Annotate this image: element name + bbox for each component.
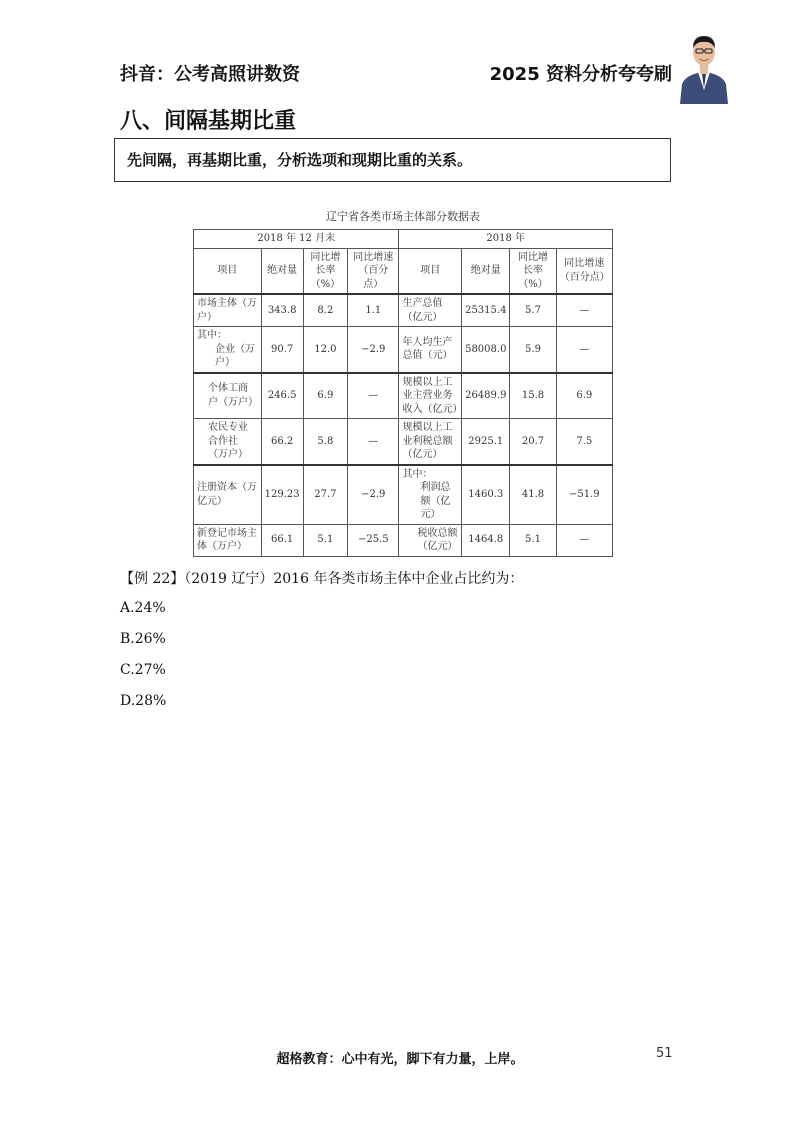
row-rate: 27.7 [303, 465, 347, 525]
row-abs: 66.1 [261, 524, 303, 556]
group-header-right: 2018 年 [399, 230, 613, 249]
row-rate: 5.9 [510, 327, 556, 373]
row-item: 农民专业合作社（万户） [194, 419, 262, 465]
row-rate: 5.1 [510, 524, 556, 556]
row-item [399, 465, 462, 525]
row-abs: 246.5 [261, 373, 303, 419]
header-rate: 同比增长率（%） [303, 248, 347, 294]
table-caption: 辽宁省各类市场主体部分数据表 [326, 210, 480, 223]
row-pp: 1.1 [348, 294, 399, 327]
row-item: 市场主体（万户） [194, 294, 262, 327]
header-pp: 同比增速（百分点） [348, 248, 399, 294]
row-abs: 1464.8 [462, 524, 510, 556]
row-item: 年人均生产总值（元） [399, 327, 462, 373]
footer-slogan: 超格教育：心中有光，脚下有力量，上岸。 [276, 1052, 524, 1067]
presenter-photo-icon [676, 28, 732, 104]
tip-box [114, 138, 671, 182]
row-prefix: 其中： [402, 468, 433, 480]
row-prefix: 其中： [197, 330, 227, 341]
header-right-title: 2025 资料分析夸夸刷 [489, 64, 672, 85]
table-row [194, 524, 613, 556]
row-rate: 12.0 [303, 327, 347, 373]
row-abs: 129.23 [261, 465, 303, 525]
row-item: 规模以上工业利税总额（亿元） [399, 419, 462, 465]
row-abs: 25315.4 [462, 294, 510, 327]
option-a: A.24% [120, 600, 166, 616]
row-rate: 8.2 [303, 294, 347, 327]
row-pp: — [348, 373, 399, 419]
row-rate: 5.1 [303, 524, 347, 556]
header-pp: 同比增速（百分点） [556, 248, 612, 294]
table-row [194, 294, 613, 327]
header-abs: 绝对量 [462, 248, 510, 294]
presenter-avatar [676, 28, 732, 104]
row-pp: — [556, 327, 612, 373]
section-title: 八、间隔基期比重 [120, 109, 297, 134]
row-abs: 1460.3 [462, 465, 510, 525]
row-rate: 5.7 [510, 294, 556, 327]
row-rate: 20.7 [510, 419, 556, 465]
row-pp: −51.9 [556, 465, 612, 525]
header-rate: 同比增长率（%） [510, 248, 556, 294]
row-pp: −25.5 [348, 524, 399, 556]
option-b: B.26% [120, 631, 166, 647]
market-data-table [193, 229, 613, 557]
row-pp: — [556, 524, 612, 556]
row-pp: — [556, 294, 612, 327]
row-item-label: 企业（万户） [215, 343, 255, 368]
page-number: 51 [656, 1046, 673, 1061]
row-abs: 66.2 [261, 419, 303, 465]
row-rate: 41.8 [510, 465, 556, 525]
row-abs: 343.8 [261, 294, 303, 327]
row-item: 生产总值（亿元） [399, 294, 462, 327]
table-group-header-row [194, 230, 613, 249]
table-row [194, 419, 613, 465]
option-d: D.28% [120, 693, 167, 709]
header-item: 项目 [399, 248, 462, 294]
tip-text: 先间隔，再基期比重，分析选项和现期比重的关系。 [127, 151, 473, 169]
table-row [194, 327, 613, 373]
row-pp: −2.9 [348, 327, 399, 373]
row-pp: 7.5 [556, 419, 612, 465]
header-abs: 绝对量 [261, 248, 303, 294]
row-item: 个体工商户（万户） [194, 373, 262, 419]
table-row [194, 465, 613, 525]
row-pp: 6.9 [556, 373, 612, 419]
row-item: 注册资本（万亿元） [194, 465, 262, 525]
table-row [194, 373, 613, 419]
row-item-label: 利润总额（亿元） [420, 482, 451, 520]
row-abs: 90.7 [261, 327, 303, 373]
row-item: 规模以上工业主营业务收入（亿元） [399, 373, 462, 419]
row-rate: 5.8 [303, 419, 347, 465]
row-pp: −2.9 [348, 465, 399, 525]
row-item: 税收总额（亿元） [399, 524, 462, 556]
header-item: 项目 [194, 248, 262, 294]
row-item [194, 327, 262, 373]
question-text: 【例 22】（2019 辽宁）2016 年各类市场主体中企业占比约为： [120, 571, 524, 587]
row-abs: 58008.0 [462, 327, 510, 373]
group-header-left: 2018 年 12 月末 [194, 230, 399, 249]
row-rate: 15.8 [510, 373, 556, 419]
row-rate: 6.9 [303, 373, 347, 419]
row-abs: 2925.1 [462, 419, 510, 465]
row-pp: — [348, 419, 399, 465]
header-left-title: 抖音：公考高照讲数资 [120, 64, 300, 85]
option-c: C.27% [120, 662, 166, 678]
row-abs: 26489.9 [462, 373, 510, 419]
row-item: 新登记市场主体（万户） [194, 524, 262, 556]
table-header-row [194, 248, 613, 294]
